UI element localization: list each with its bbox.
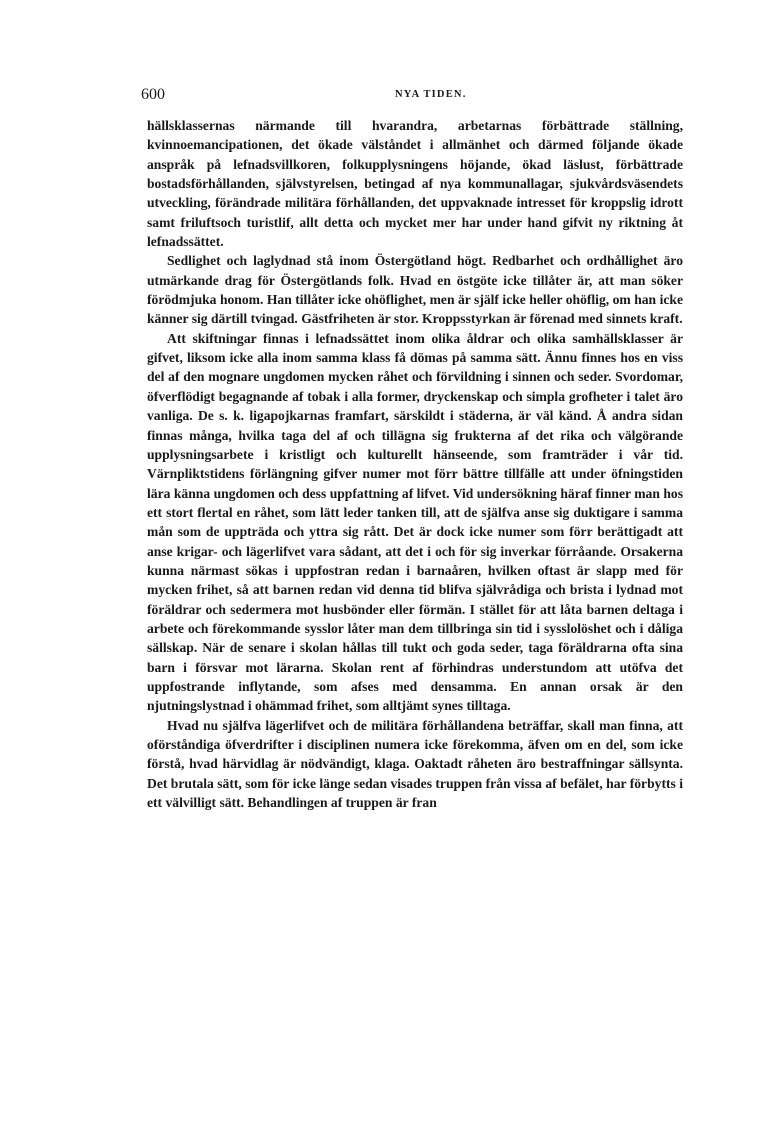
page-number: 600 [141,86,165,103]
running-head [141,86,683,106]
body-text [147,116,683,812]
book-page [141,86,683,812]
paragraph-3: Att skiftningar finnas i lefnadssättet inom olika åldrar och olika samhällsklasser är gifvet, liksom icke alla inom samma klass få dömas på samma sätt. Ännu finnes hos en viss del af den mognare ungdomen mycken råhet och förvildning i sinnen och seder. Svordomar, öfverflödigt begagnande af tobak i alla former, dryckenskap och simpla grofheter i talet äro vanliga. De s. k. ligapojkarnas framfart, särskildt i städerna, är väl känd. Å andra sidan finnas många, hvilka taga del af och tillägna sig frukterna af det rika och välgörande upplysningsarbete i kristligt och kulturellt hänseende, som framträder i vår tid. Värnpliktstidens förlängning gifver numer mot förr bättre tillfälle att under öfningstiden lära känna ungdomen och dess uppfattning af lifvet. Vid undersökning häraf finner man hos ett stort flertal en råhet, som lätt leder tanken till, att de själfva anse sig duktigare i samma mån som de uppträda och yttra sig rått. Det är dock icke numer som förr berättigadt att anse krigar- och lägerlifvet vara sådant, att det i och för sig inverkar förråande. Orsakerna kunna närmast sökas i uppfostran redan i barnaåren, hvilken oftast är slapp med för mycken frihet, så att barnen redan vid denna tid blifva självrådiga och brista i lydnad mot föräldrar och sedermera mot husbönder eller förmän. I stället för att låta barnen deltaga i arbete och förekommande sysslor låter man dem tillbringa sin tid i sysslolöshet och i dåliga sällskap. När de senare i skolan hållas till tukt och goda seder, taga föräldrarna ofta sina barn i försvar mot lärarna. Skolan rent af förhindras understundom att utöfva det uppfostrande inflytande, som afses med densamma. En annan orsak är den njutningslystnad i ohämmad frihet, som alltjämt synes tilltaga. [147,330,683,714]
paragraph-2: Sedlighet och laglydnad stå inom Östergötland högt. Redbarhet och ordhållighet äro utmärkande drag för Östergötlands folk. Hvad en östgöte icke tillåter är, att man söker förödmjuka honom. Han tillåter icke ohöflighet, men är själf icke heller ohöflig, om han icke känner sig därtill tvingad. Gästfriheten är stor. Kroppsstyrkan är förenad med sinnets kraft. [147,253,683,327]
paragraph-1: hällsklassernas närmande till hvarandra, arbetarnas förbättrade ställning, kvinnoemancipationen, det ökade välståndet i allmänhet och därmed följande ökade anspråk på lefnadsvillkoren, folkupplysningens höjande, ökad läslust, förbättrade bostadsförhållanden, självstyrelsen, betingad af nya kommunallagar, sjukvårdsväsendets utveckling, förändrade militära förhållanden, det uppvaknade intresset för kroppslig idrott samt friluftsoch turistlif, allt detta och mycket mer har under hand gifvit ny riktning åt lefnadssättet. [147,118,683,250]
journal-title: NYA TIDEN. [395,89,467,100]
paragraph-4: Hvad nu själfva lägerlifvet och de militära förhållandena beträffar, skall man finna, att oförståndiga öfverdrifter i disciplinen numera icke förekomma, äfven om en del, som icke förstå, hvad härvidlag är nödvändigt, klaga. Oaktadt råheten äro bestraffningar sällsynta. Det brutala sätt, som för icke länge sedan visades truppen från vissa af befälet, har förbytts i ett välvilligt sätt. Behandlingen af truppen är fran [147,717,683,811]
